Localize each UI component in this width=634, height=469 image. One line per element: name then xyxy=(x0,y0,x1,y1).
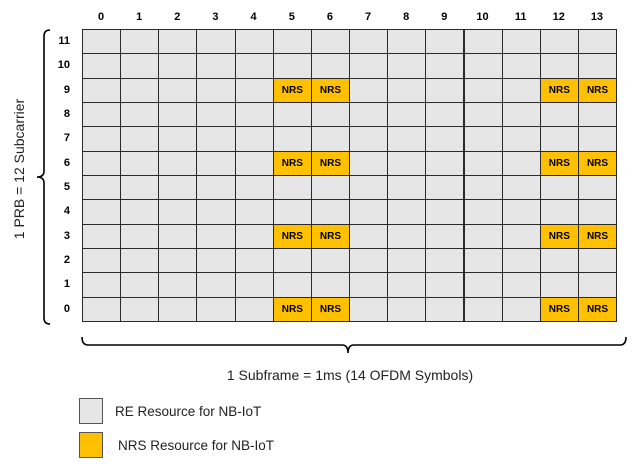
subframe-brace xyxy=(80,333,628,357)
re-cell xyxy=(349,297,388,322)
re-cell xyxy=(502,272,541,297)
re-cell xyxy=(349,224,388,249)
re-cell xyxy=(273,199,312,224)
re-cell xyxy=(502,199,541,224)
re-cell xyxy=(82,248,121,273)
re-cell xyxy=(158,175,197,200)
column-label: 5 xyxy=(288,11,295,23)
y-axis-label: 1 PRB = 12 Subcarrier xyxy=(11,98,27,240)
row-label: 5 xyxy=(63,180,70,193)
nrs-cell: NRS xyxy=(311,151,350,176)
re-cell xyxy=(502,297,541,322)
re-cell xyxy=(464,297,503,322)
re-cell xyxy=(235,199,274,224)
row-label: 7 xyxy=(63,132,70,145)
re-cell xyxy=(82,199,121,224)
re-cell xyxy=(273,102,312,127)
nrs-cell: NRS xyxy=(540,151,579,176)
re-cell xyxy=(502,102,541,127)
re-cell xyxy=(425,78,464,103)
re-cell xyxy=(82,29,121,54)
re-cell xyxy=(120,126,159,151)
re-cell xyxy=(158,78,197,103)
column-label: 6 xyxy=(326,11,333,23)
re-cell xyxy=(273,248,312,273)
re-cell xyxy=(387,151,426,176)
re-cell xyxy=(425,297,464,322)
re-cell xyxy=(311,272,350,297)
nrs-cell: NRS xyxy=(578,78,617,103)
nrs-cell: NRS xyxy=(578,151,617,176)
re-cell xyxy=(235,29,274,54)
re-cell xyxy=(158,297,197,322)
re-cell xyxy=(120,224,159,249)
re-cell xyxy=(235,248,274,273)
re-cell xyxy=(578,272,617,297)
re-cell xyxy=(387,53,426,78)
re-cell xyxy=(120,53,159,78)
re-cell xyxy=(120,29,159,54)
re-cell xyxy=(540,199,579,224)
re-cell xyxy=(158,272,197,297)
nrs-cell: NRS xyxy=(311,224,350,249)
row-label: 4 xyxy=(63,205,70,218)
re-cell xyxy=(540,126,579,151)
re-cell xyxy=(502,29,541,54)
re-cell xyxy=(425,272,464,297)
re-cell xyxy=(349,29,388,54)
re-cell xyxy=(120,102,159,127)
nrs-cell: NRS xyxy=(311,78,350,103)
re-cell xyxy=(273,272,312,297)
re-cell xyxy=(196,199,235,224)
re-cell xyxy=(540,102,579,127)
legend-swatch-nrs xyxy=(79,432,103,458)
legend-label-nrs: NRS Resource for NB-IoT xyxy=(118,438,275,453)
re-cell xyxy=(311,126,350,151)
re-cell xyxy=(349,126,388,151)
re-cell xyxy=(158,199,197,224)
re-cell xyxy=(502,78,541,103)
re-cell xyxy=(387,126,426,151)
column-label: 1 xyxy=(136,11,143,23)
column-label: 11 xyxy=(514,11,527,23)
re-cell xyxy=(120,272,159,297)
re-cell xyxy=(425,102,464,127)
re-cell xyxy=(235,53,274,78)
re-cell xyxy=(196,126,235,151)
column-label: 13 xyxy=(590,11,604,23)
nrs-cell: NRS xyxy=(578,224,617,249)
re-cell xyxy=(120,297,159,322)
re-cell xyxy=(196,175,235,200)
nrs-cell: NRS xyxy=(273,297,312,322)
re-cell xyxy=(311,53,350,78)
re-cell xyxy=(464,272,503,297)
re-cell xyxy=(578,53,617,78)
re-cell xyxy=(82,53,121,78)
re-cell xyxy=(82,102,121,127)
re-cell xyxy=(235,224,274,249)
re-cell xyxy=(387,78,426,103)
nrs-cell: NRS xyxy=(540,224,579,249)
re-cell xyxy=(578,126,617,151)
re-cell xyxy=(349,199,388,224)
nrs-cell: NRS xyxy=(273,151,312,176)
re-cell xyxy=(464,175,503,200)
re-cell xyxy=(502,151,541,176)
re-cell xyxy=(387,29,426,54)
re-cell xyxy=(120,78,159,103)
column-label: 10 xyxy=(476,11,489,23)
re-cell xyxy=(425,53,464,78)
column-label: 7 xyxy=(364,11,372,23)
re-cell xyxy=(540,53,579,78)
re-cell xyxy=(82,224,121,249)
row-label: 6 xyxy=(63,156,70,169)
re-cell xyxy=(273,175,312,200)
re-cell xyxy=(464,248,503,273)
re-cell xyxy=(311,29,350,54)
row-label: 8 xyxy=(63,107,70,120)
re-cell xyxy=(311,248,350,273)
nrs-cell: NRS xyxy=(311,297,350,322)
row-label: 2 xyxy=(63,253,70,266)
re-cell xyxy=(235,272,274,297)
re-cell xyxy=(158,126,197,151)
re-cell xyxy=(540,272,579,297)
re-cell xyxy=(540,175,579,200)
re-cell xyxy=(425,224,464,249)
re-cell xyxy=(235,126,274,151)
re-cell xyxy=(158,248,197,273)
nrs-cell: NRS xyxy=(273,224,312,249)
re-cell xyxy=(349,151,388,176)
re-cell xyxy=(82,126,121,151)
re-cell xyxy=(502,53,541,78)
row-label: 11 xyxy=(58,35,70,47)
re-cell xyxy=(464,53,503,78)
re-cell xyxy=(578,199,617,224)
re-cell xyxy=(502,248,541,273)
re-cell xyxy=(158,53,197,78)
re-cell xyxy=(387,248,426,273)
re-cell xyxy=(82,272,121,297)
re-cell xyxy=(311,102,350,127)
re-cell xyxy=(464,29,503,54)
re-cell xyxy=(578,29,617,54)
re-cell xyxy=(82,297,121,322)
column-label: 9 xyxy=(441,11,448,23)
re-cell xyxy=(158,224,197,249)
re-cell xyxy=(311,175,350,200)
re-cell xyxy=(235,175,274,200)
column-label: 2 xyxy=(174,11,181,23)
column-label: 12 xyxy=(552,11,565,23)
re-cell xyxy=(349,102,388,127)
column-label: 8 xyxy=(403,11,410,23)
re-cell xyxy=(196,102,235,127)
re-cell xyxy=(349,53,388,78)
row-label: 3 xyxy=(63,229,70,242)
nrs-cell: NRS xyxy=(540,78,579,103)
re-cell xyxy=(120,175,159,200)
re-cell xyxy=(540,29,579,54)
re-cell xyxy=(387,175,426,200)
re-cell xyxy=(82,175,121,200)
re-cell xyxy=(578,102,617,127)
re-cell xyxy=(464,102,503,127)
row-label: 1 xyxy=(63,278,70,291)
row-label: 0 xyxy=(63,302,70,315)
re-cell xyxy=(349,175,388,200)
re-cell xyxy=(82,151,121,176)
row-label: 9 xyxy=(63,83,70,96)
nrs-cell: NRS xyxy=(540,297,579,322)
nrs-cell: NRS xyxy=(273,78,312,103)
re-cell xyxy=(578,248,617,273)
re-cell xyxy=(425,248,464,273)
re-cell xyxy=(387,199,426,224)
re-cell xyxy=(311,199,350,224)
re-cell xyxy=(349,78,388,103)
re-cell xyxy=(425,151,464,176)
re-cell xyxy=(235,78,274,103)
re-cell xyxy=(82,78,121,103)
re-cell xyxy=(502,126,541,151)
re-cell xyxy=(273,53,312,78)
re-cell xyxy=(349,248,388,273)
re-cell xyxy=(502,224,541,249)
prb-brace xyxy=(34,28,54,326)
re-cell xyxy=(464,224,503,249)
re-cell xyxy=(464,78,503,103)
re-cell xyxy=(235,297,274,322)
legend-swatch-re xyxy=(79,398,103,424)
column-label: 4 xyxy=(250,11,257,23)
column-label: 0 xyxy=(97,11,105,23)
re-cell xyxy=(158,102,197,127)
re-cell xyxy=(196,272,235,297)
nrs-cell: NRS xyxy=(578,297,617,322)
re-cell xyxy=(464,151,503,176)
legend-label-re: RE Resource for NB-IoT xyxy=(115,404,262,419)
re-cell xyxy=(120,199,159,224)
re-cell xyxy=(196,224,235,249)
re-cell xyxy=(273,126,312,151)
re-cell xyxy=(349,272,388,297)
re-cell xyxy=(502,175,541,200)
row-label: 10 xyxy=(57,59,70,72)
re-cell xyxy=(425,29,464,54)
re-cell xyxy=(196,53,235,78)
re-cell xyxy=(158,29,197,54)
re-cell xyxy=(387,224,426,249)
re-cell xyxy=(196,297,235,322)
re-cell xyxy=(387,297,426,322)
re-cell xyxy=(158,151,197,176)
re-cell xyxy=(464,126,503,151)
re-cell xyxy=(196,248,235,273)
re-cell xyxy=(425,199,464,224)
re-cell xyxy=(425,126,464,151)
x-axis-label: 1 Subframe = 1ms (14 OFDM Symbols) xyxy=(226,367,474,383)
re-cell xyxy=(578,175,617,200)
re-cell xyxy=(120,248,159,273)
re-cell xyxy=(387,102,426,127)
re-cell xyxy=(425,175,464,200)
re-cell xyxy=(464,199,503,224)
re-cell xyxy=(196,151,235,176)
re-cell xyxy=(196,78,235,103)
re-cell xyxy=(273,29,312,54)
re-cell xyxy=(235,151,274,176)
re-cell xyxy=(540,248,579,273)
re-cell xyxy=(196,29,235,54)
column-label: 3 xyxy=(212,11,219,23)
re-cell xyxy=(120,151,159,176)
re-cell xyxy=(235,102,274,127)
re-cell xyxy=(387,272,426,297)
